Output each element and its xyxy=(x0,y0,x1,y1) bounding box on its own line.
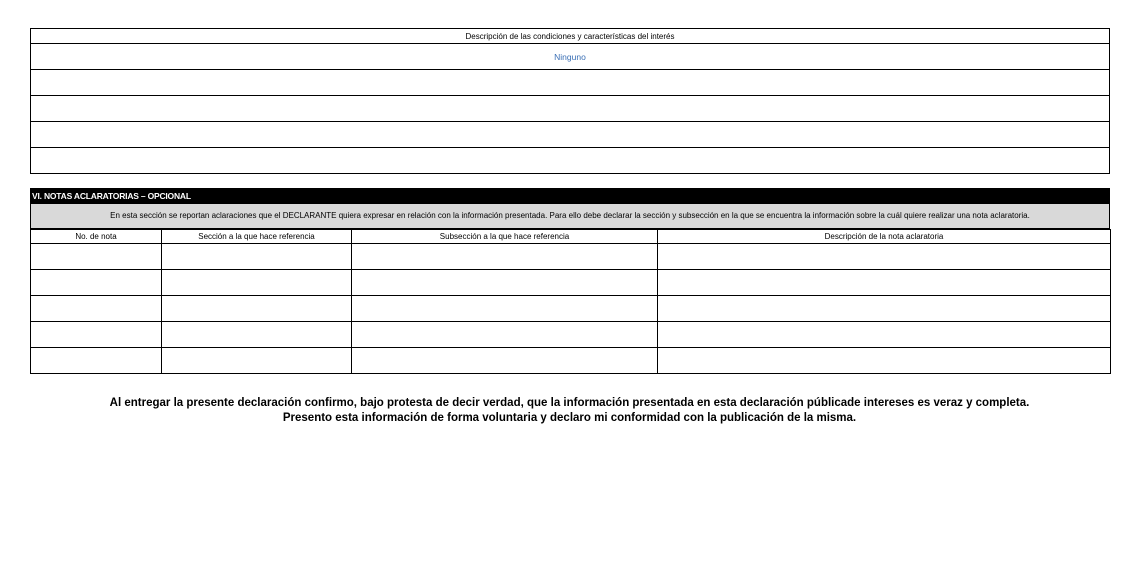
table-cell xyxy=(658,348,1111,374)
table-cell xyxy=(31,348,162,374)
table-cell xyxy=(352,296,658,322)
notes-section xyxy=(30,188,1110,374)
column-header-subsection: Subsección a la que hace referencia xyxy=(352,230,658,244)
notes-table xyxy=(30,229,1111,374)
table-cell xyxy=(31,296,162,322)
table-cell xyxy=(658,296,1111,322)
table-cell xyxy=(162,322,352,348)
declaration-statement xyxy=(0,396,1139,426)
column-header-description: Descripción de la nota aclaratoria xyxy=(658,230,1111,244)
statement-line-2: Presento esta información de forma voluntaria y declaro mi conformidad con la publicación de la misma. xyxy=(282,412,857,424)
table-cell xyxy=(352,348,658,374)
interest-description-header: Descripción de las condiciones y características del interés xyxy=(31,29,1110,44)
table-row xyxy=(31,348,1111,374)
statement-line-1: Al entregar la presente declaración confirmo, bajo protesta de decir verdad, que la información presentada en esta declaración públicade intereses es veraz y completa. xyxy=(109,397,1030,409)
table-cell xyxy=(162,244,352,270)
section-title: VI. NOTAS ACLARATORIAS – OPCIONAL xyxy=(30,188,1110,204)
table-row xyxy=(31,244,1111,270)
table-cell xyxy=(162,296,352,322)
table-cell xyxy=(162,348,352,374)
table-cell xyxy=(658,322,1111,348)
table-cell xyxy=(162,270,352,296)
table-cell xyxy=(352,270,658,296)
table-row xyxy=(31,270,1111,296)
section-description: En esta sección se reportan aclaraciones que el DECLARANTE quiera expresar en relación con la información presentada. Para ello debe declarar la sección y subsección en la que se encuentra la información sobre la cuál quiere realizar una nota aclaratoria. xyxy=(30,204,1110,229)
table-row xyxy=(31,322,1111,348)
table-cell xyxy=(352,244,658,270)
table-cell xyxy=(31,270,162,296)
table-cell xyxy=(31,322,162,348)
column-header-note-number: No. de nota xyxy=(31,230,162,244)
interest-description-table xyxy=(30,28,1110,174)
table-row xyxy=(31,296,1111,322)
column-header-section: Sección a la que hace referencia xyxy=(162,230,352,244)
table-cell xyxy=(658,270,1111,296)
interest-description-cell xyxy=(31,70,1110,96)
table-cell xyxy=(658,244,1111,270)
interest-description-cell: Ninguno xyxy=(31,44,1110,70)
table-cell xyxy=(352,322,658,348)
table-cell xyxy=(31,244,162,270)
interest-description-cell xyxy=(31,96,1110,122)
interest-description-cell xyxy=(31,122,1110,148)
interest-description-cell xyxy=(31,148,1110,174)
